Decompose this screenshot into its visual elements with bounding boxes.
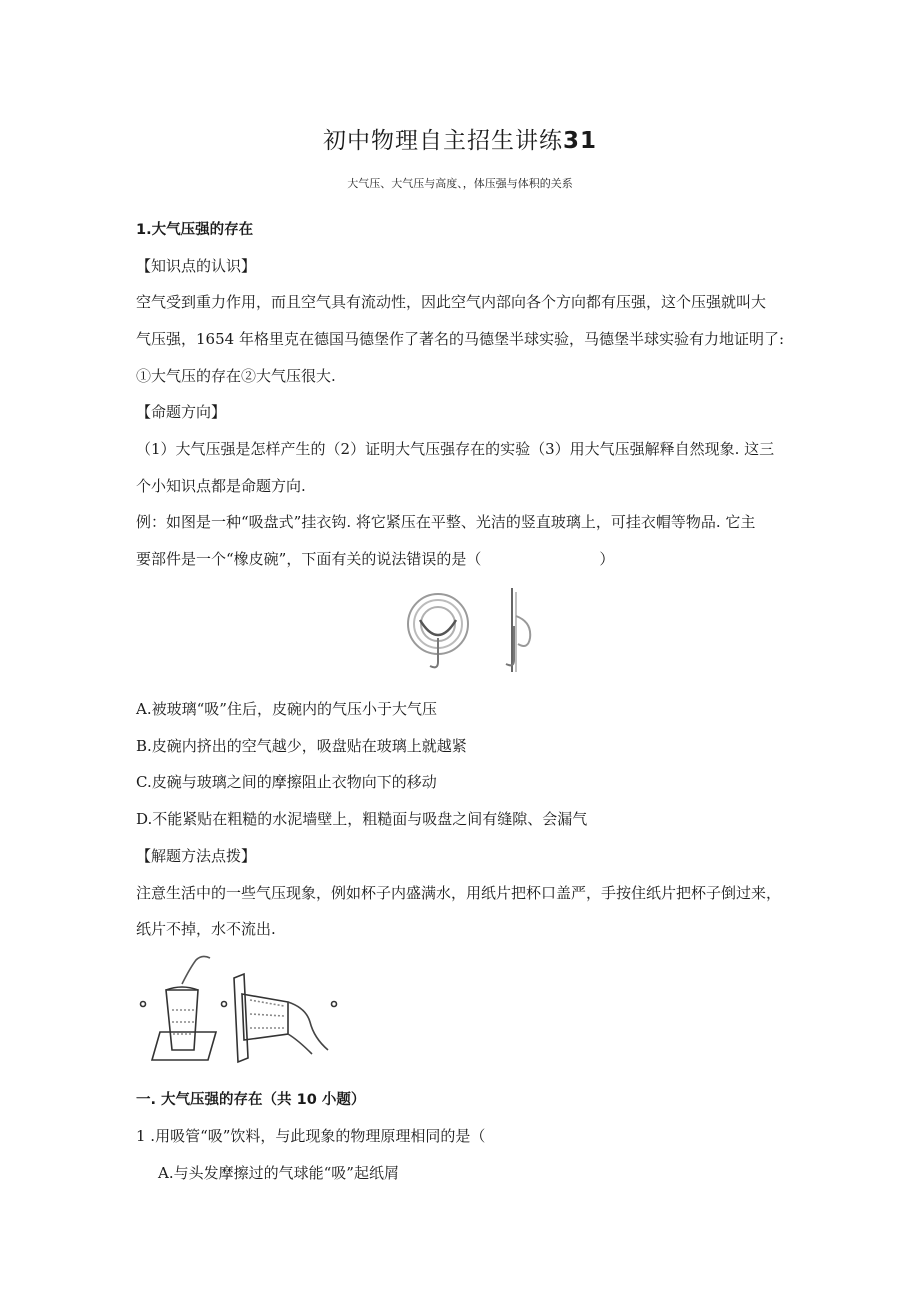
option-d: D.不能紧贴在粗糙的水泥墙壁上，粗糙面与吸盘之间有缝隙、会漏气 — [136, 810, 588, 828]
title-text: 初中物理自主招生讲练 — [322, 128, 563, 154]
direction-label: 【命题方向】 — [136, 403, 227, 421]
option-b: B.皮碗内挤出的空气越少，吸盘贴在玻璃上就越紧 — [136, 737, 467, 755]
example-text: 要部件是一个“橡皮碗”，下面有关的说法错误的是（ — [136, 550, 482, 568]
paragraph-line: ①大气压的存在②大气压很大. — [136, 367, 336, 385]
example-line — [136, 548, 614, 569]
title-number: 31 — [562, 128, 597, 154]
paragraph-line: 空气受到重力作用，而且空气具有流动性，因此空气内部向各个方向都有压强，这个压强就叫大 — [136, 293, 767, 311]
question-1: 1 .用吸管“吸”饮料，与此现象的物理原理相同的是（ — [136, 1127, 486, 1145]
paragraph-line: 注意生活中的一些气压现象，例如杯子内盛满水，用纸片把杯口盖严，手按住纸片把杯子倒过来， — [136, 884, 782, 902]
option-c: C.皮碗与玻璃之间的摩擦阻止衣物向下的移动 — [136, 773, 437, 791]
suction-hook-figure — [400, 586, 550, 678]
option-a: A.被玻璃“吸”住后，皮碗内的气压小于大气压 — [136, 700, 437, 718]
page-subtitle: 大气压、大气压与高度、，体压强与体积的关系 — [347, 177, 573, 190]
cup-paper-experiment-figure — [138, 950, 338, 1068]
example-close: ） — [599, 550, 615, 568]
method-label: 【解题方法点拨】 — [136, 847, 257, 865]
knowledge-label: 【知识点的认识】 — [136, 257, 257, 275]
example-line: 例：如图是一种“吸盘式”挂衣钩. 将它紧压在平整、光洁的竖直玻璃上，可挂衣帽等物品. 它主 — [136, 513, 756, 531]
paragraph-line: （1）大气压强是怎样产生的（2）证明大气压强存在的实验（3）用大气压强解释自然现象. 这三 — [136, 440, 775, 458]
section-heading: 1.大气压强的存在 — [136, 222, 254, 238]
paragraph-line: 气压强，1654 年格里克在德国马德堡作了著名的马德堡半球实验，马德堡半球实验有力地证明了: — [136, 330, 784, 348]
part-heading: 一. 大气压强的存在（共 10 小题） — [136, 1092, 366, 1108]
page-title — [0, 122, 920, 155]
question-1-option-a: A.与头发摩擦过的气球能“吸”起纸屑 — [158, 1164, 399, 1182]
paragraph-line: 个小知识点都是命题方向. — [136, 477, 306, 495]
paragraph-line: 纸片不掉，水不流出. — [136, 920, 276, 938]
